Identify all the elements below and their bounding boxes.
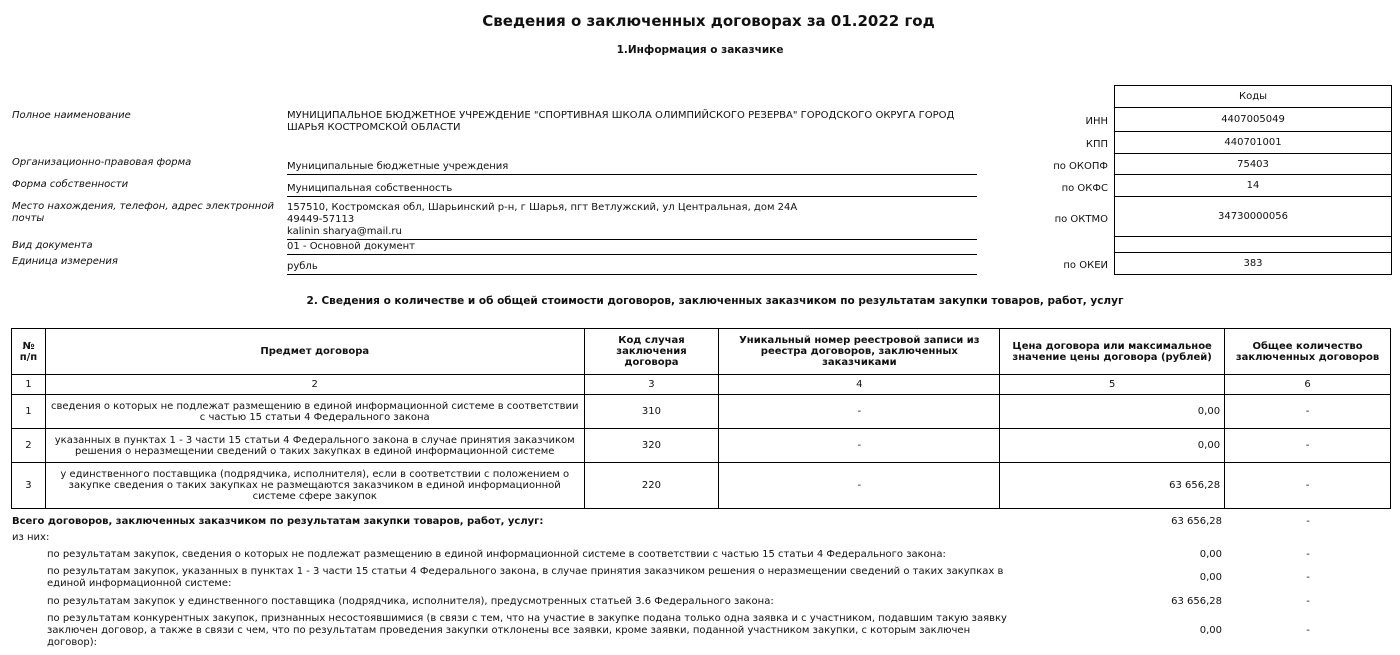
oktmo-code: 34730000056 bbox=[1115, 197, 1391, 237]
row-number: 1 bbox=[12, 395, 46, 429]
unit-label: Единица измерения bbox=[12, 256, 118, 267]
location-label: Место нахождения, телефон, адрес электронной почты bbox=[12, 201, 274, 224]
kpp-code: 440701001 bbox=[1115, 132, 1391, 154]
column-number: 2 bbox=[45, 375, 584, 395]
full-name-value: МУНИЦИПАЛЬНОЕ БЮДЖЕТНОЕ УЧРЕЖДЕНИЕ "СПОРТИВНАЯ ШКОЛА ОЛИМПИЙСКОГО РЕЗЕРВА" ГОРОДСКОГО ОКРУГА ГОРОД ШАРЬЯ КОСТРОМСКОЙ ОБЛАСТИ bbox=[287, 110, 955, 133]
column-numbers-row bbox=[12, 375, 1391, 395]
doc-type-label: Вид документа bbox=[12, 240, 93, 251]
row-registry: - bbox=[719, 463, 1000, 509]
row-subject: у единственного поставщика (подрядчика, исполнителя), если в соответствии с положением о закупке сведения о таких закупках не размещаются заказчиком в единой информационной системе сфере закупок bbox=[45, 463, 584, 509]
column-number: 5 bbox=[1000, 375, 1225, 395]
kpp-label: КПП bbox=[1085, 139, 1108, 150]
header-number: № п/п bbox=[12, 329, 46, 375]
row-price: 0,00 bbox=[1000, 395, 1225, 429]
full-name-label: Полное наименование bbox=[12, 110, 131, 121]
row-count: - bbox=[1225, 395, 1391, 429]
org-form-value: Муниципальные бюджетные учреждения bbox=[287, 161, 977, 175]
codes-header: Коды bbox=[1115, 86, 1391, 108]
header-subject: Предмет договора bbox=[45, 329, 584, 375]
line2-count: - bbox=[1306, 572, 1310, 583]
row-registry: - bbox=[719, 429, 1000, 463]
contracts-table bbox=[11, 328, 1391, 509]
inn-label: ИНН bbox=[1085, 116, 1108, 127]
row-registry: - bbox=[719, 395, 1000, 429]
location-email: kalinin sharya@mail.ru bbox=[287, 226, 402, 237]
doc-type-value: 01 - Основной документ bbox=[287, 241, 977, 255]
column-number: 6 bbox=[1225, 375, 1391, 395]
header-code: Код случая заключения договора bbox=[584, 329, 719, 375]
line3-price: 63 656,28 bbox=[1171, 596, 1222, 607]
row-price: 0,00 bbox=[1000, 429, 1225, 463]
location-value bbox=[287, 202, 977, 240]
row-subject: сведения о которых не подлежат размещению в единой информационной системе в соответствии с частью 15 статьи 4 Федерального закона bbox=[45, 395, 584, 429]
column-number: 1 bbox=[12, 375, 46, 395]
line1-count: - bbox=[1306, 549, 1310, 560]
table-row bbox=[12, 463, 1391, 509]
total-price: 63 656,28 bbox=[1171, 516, 1222, 527]
line4-price: 0,00 bbox=[1199, 625, 1222, 636]
okfs-code: 14 bbox=[1115, 175, 1391, 197]
line3-count: - bbox=[1306, 596, 1310, 607]
row-count: - bbox=[1225, 463, 1391, 509]
summary-line4: по результатам конкурентных закупок, признанных несостоявшимися (в связи с тем, что на участие в закупке подана только одна заявка и с участником, подавшим такую заявку заключен договор, а также в связи с чем, что по результатам проведения закупки отклонены все заявки, кроме заявки, поданной участником закупки, с которым заключен договор): bbox=[47, 613, 1007, 648]
okei-label: по ОКЕИ bbox=[1063, 260, 1108, 271]
okfs-label: по ОКФС bbox=[1061, 183, 1108, 194]
of-them-label: из них: bbox=[12, 532, 50, 543]
summary-line3: по результатам закупок у единственного поставщика (подрядчика, исполнителя), предусмотренных статьей 3.6 Федерального закона: bbox=[47, 596, 774, 607]
okopf-label: по ОКОПФ bbox=[1053, 161, 1108, 172]
location-phone: 49449-57113 bbox=[287, 214, 355, 225]
table-row bbox=[12, 395, 1391, 429]
codes-empty-row bbox=[1115, 237, 1391, 253]
column-number: 3 bbox=[584, 375, 719, 395]
header-count: Общее количество заключенных договоров bbox=[1225, 329, 1391, 375]
oktmo-label: по ОКТМО bbox=[1054, 214, 1108, 225]
unit-value: рубль bbox=[287, 261, 977, 275]
okei-code: 383 bbox=[1243, 258, 1263, 269]
line2-price: 0,00 bbox=[1199, 572, 1222, 583]
ownership-label: Форма собственности bbox=[12, 179, 129, 190]
row-code: 310 bbox=[584, 395, 719, 429]
table-header-row bbox=[12, 329, 1391, 375]
table-row bbox=[12, 429, 1391, 463]
row-number: 3 bbox=[12, 463, 46, 509]
header-registry: Уникальный номер реестровой записи из реестра договоров, заключенных заказчиками bbox=[719, 329, 1000, 375]
row-code: 220 bbox=[584, 463, 719, 509]
total-label: Всего договоров, заключенных заказчиком по результатам закупки товаров, работ, услуг: bbox=[12, 516, 544, 527]
okopf-code: 75403 bbox=[1115, 154, 1391, 175]
ownership-value: Муниципальная собственность bbox=[287, 183, 977, 197]
row-price: 63 656,28 bbox=[1000, 463, 1225, 509]
row-code: 320 bbox=[584, 429, 719, 463]
summary-line1: по результатам закупок, сведения о которых не подлежат размещению в единой информационной системе в соответствии с частью 15 статьи 4 Федерального закона: bbox=[47, 549, 946, 560]
column-number: 4 bbox=[719, 375, 1000, 395]
row-subject: указанных в пунктах 1 - 3 части 15 статьи 4 Федерального закона в случае принятия заказчиком решения о неразмещении сведений о таких закупках в единой информационной системе bbox=[45, 429, 584, 463]
total-count: - bbox=[1306, 516, 1310, 527]
page-title: Сведения о заключенных договорах за 01.2022 год bbox=[482, 12, 935, 30]
row-number: 2 bbox=[12, 429, 46, 463]
section2-title: 2. Сведения о количестве и об общей стоимости договоров, заключенных заказчиком по результатам закупки товаров, работ, услуг bbox=[306, 295, 1124, 307]
location-address: 157510, Костромская обл, Шарьинский р-н, г Шарья, пгт Ветлужский, ул Центральная, дом 24А bbox=[287, 202, 798, 213]
line1-price: 0,00 bbox=[1199, 549, 1222, 560]
header-price: Цена договора или максимальное значение цены договора (рублей) bbox=[1000, 329, 1225, 375]
inn-code: 4407005049 bbox=[1115, 108, 1391, 132]
line4-count: - bbox=[1306, 625, 1310, 636]
row-count: - bbox=[1225, 429, 1391, 463]
section1-title: 1.Информация о заказчике bbox=[616, 44, 784, 56]
summary-line2: по результатам закупок, указанных в пунктах 1 - 3 части 15 статьи 4 Федерального закона, в случае принятия заказчиком решения о неразмещении сведений о таких закупках в единой информационной системе: bbox=[47, 566, 1004, 589]
org-form-label: Организационно-правовая форма bbox=[12, 157, 192, 168]
codes-box bbox=[1114, 85, 1392, 275]
